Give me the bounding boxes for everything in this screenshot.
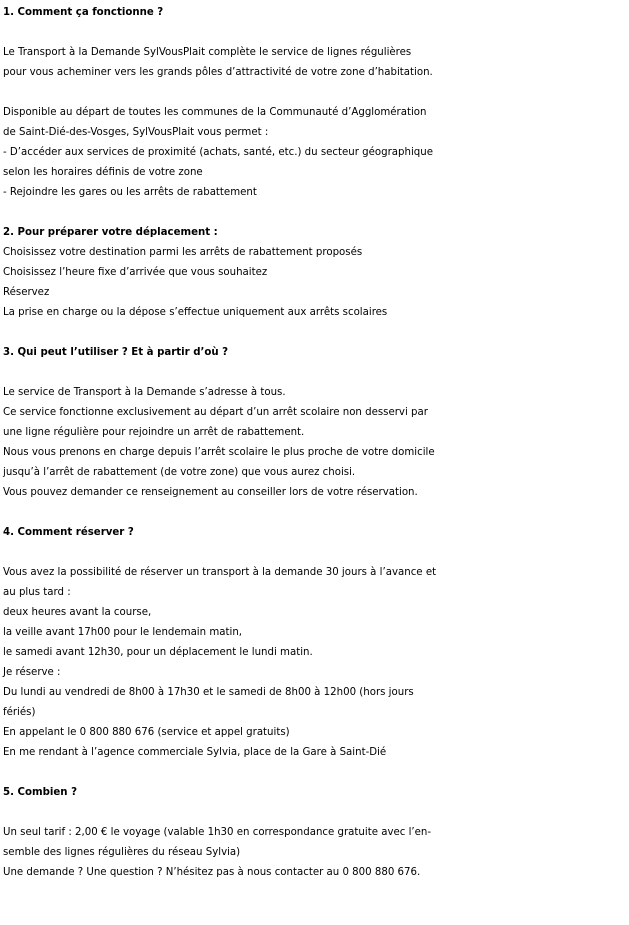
spacer [3,203,627,223]
text-line: En appelant le 0 800 880 676 (service et appel gratuits) [3,727,290,738]
text-line: Choisissez votre destination parmi les arrêts de rabattement proposés [3,247,363,258]
text-line: Un seul tarif : 2,00 € le voyage (valable 1h30 en correspondance gratuite avec l’en- [3,827,432,838]
text-line: - Rejoindre les gares ou les arrêts de rabattement [3,187,257,198]
section-3-heading: 3. Qui peut l’utiliser ? Et à partir d’où ? [3,347,229,358]
spacer [3,543,627,563]
section-5-heading: 5. Combien ? [3,787,77,798]
text-line: Nous vous prenons en charge depuis l’arrêt scolaire le plus proche de votre domicile [3,447,435,458]
section-1-paragraph-2 [3,103,627,203]
text-line: Vous pouvez demander ce renseignement au conseiller lors de votre réservation. [3,487,418,498]
section-4-heading: 4. Comment réserver ? [3,527,134,538]
section-2-heading: 2. Pour préparer votre déplacement : [3,227,218,238]
text-line: jusqu’à l’arrêt de rabattement (de votre zone) que vous aurez choisi. [3,467,356,478]
text-line: Le Transport à la Demande SylVousPlait complète le service de lignes régulières [3,47,412,58]
section-5-paragraph-1 [3,823,627,883]
text-line: fériés) [3,707,36,718]
text-line: Réservez [3,287,50,298]
text-line: En me rendant à l’agence commerciale Sylvia, place de la Gare à Saint-Dié [3,747,387,758]
text-line: au plus tard : [3,587,71,598]
spacer [3,363,627,383]
section-4-paragraph-1 [3,563,627,763]
spacer [3,23,627,43]
text-line: - D’accéder aux services de proximité (achats, santé, etc.) du secteur géographique [3,147,433,158]
spacer [3,323,627,343]
section-2-paragraph-1 [3,243,627,323]
text-line: Une demande ? Une question ? N’hésitez pas à nous contacter au 0 800 880 676. [3,867,421,878]
text-line: deux heures avant la course, [3,607,152,618]
text-line: Disponible au départ de toutes les communes de la Communauté d’Agglomération [3,107,427,118]
text-line: Vous avez la possibilité de réserver un transport à la demande 30 jours à l’avance et [3,567,437,578]
text-line: La prise en charge ou la dépose s’effectue uniquement aux arrêts scolaires [3,307,388,318]
text-line: la veille avant 17h00 pour le lendemain matin, [3,627,243,638]
spacer [3,503,627,523]
text-line: de Saint-Dié-des-Vosges, SylVousPlait vous permet : [3,127,269,138]
text-line: semble des lignes régulières du réseau Sylvia) [3,847,241,858]
document [3,3,627,883]
spacer [3,803,627,823]
text-line: pour vous acheminer vers les grands pôles d’attractivité de votre zone d’habitation. [3,67,433,78]
text-line: le samedi avant 12h30, pour un déplacement le lundi matin. [3,647,313,658]
section-3-paragraph-1 [3,383,627,503]
text-line: une ligne régulière pour rejoindre un arrêt de rabattement. [3,427,305,438]
spacer [3,83,627,103]
section-1-paragraph-1 [3,43,627,83]
text-line: Je réserve : [3,667,61,678]
spacer [3,763,627,783]
text-line: selon les horaires définis de votre zone [3,167,203,178]
text-line: Ce service fonctionne exclusivement au départ d’un arrêt scolaire non desservi par [3,407,428,418]
text-line: Choisissez l’heure fixe d’arrivée que vous souhaitez [3,267,268,278]
text-line: Du lundi au vendredi de 8h00 à 17h30 et le samedi de 8h00 à 12h00 (hors jours [3,687,414,698]
text-line: Le service de Transport à la Demande s’adresse à tous. [3,387,286,398]
section-1-heading: 1. Comment ça fonctionne ? [3,7,164,18]
